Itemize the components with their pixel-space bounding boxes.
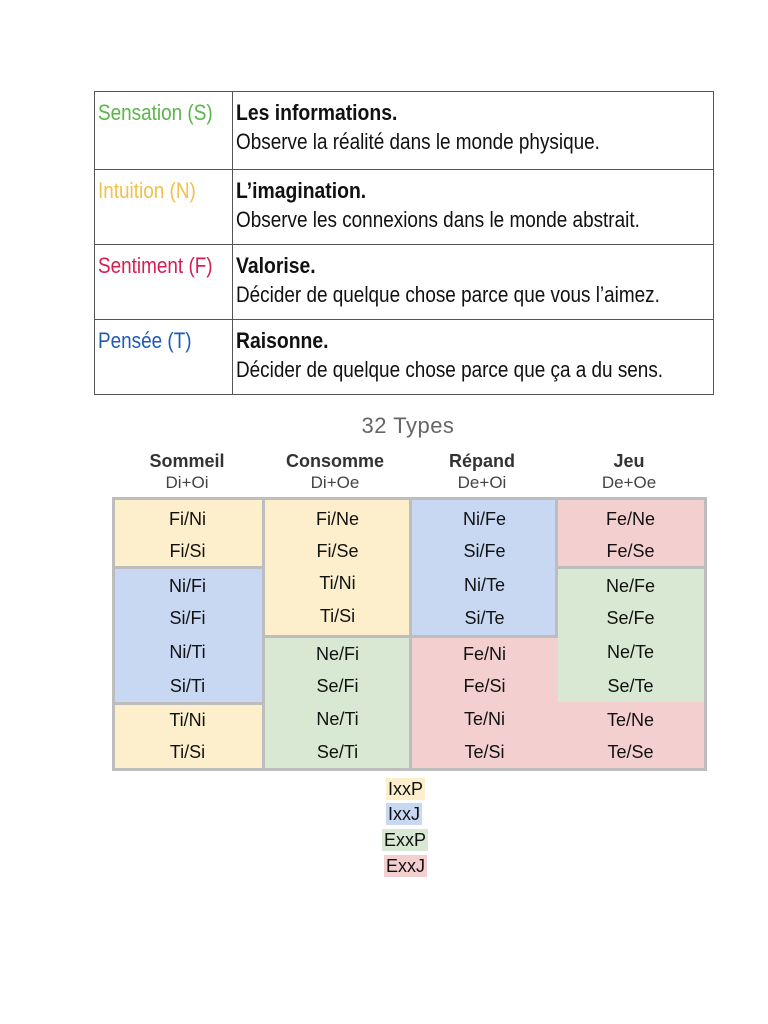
function-text: Observe les connexions dans le monde abstrait.: [236, 207, 640, 232]
function-text: Observe la réalité dans le monde physique.: [236, 129, 600, 154]
column-header-jeu: [554, 451, 704, 493]
type-cell: Te/Ne: [606, 710, 655, 730]
function-description: [233, 92, 714, 170]
type-cell: Te/Se: [607, 742, 654, 762]
function-title: Raisonne.: [236, 328, 329, 353]
type-cell: Ni/Fi: [169, 576, 206, 596]
type-cell: Ne/Te: [606, 642, 655, 662]
type-cell: Ne/Fi: [315, 644, 359, 664]
type-cell: Fi/Ne: [315, 509, 359, 529]
type-cell: Si/Fe: [463, 541, 506, 561]
types-title: 32 Types: [361, 413, 455, 438]
type-cell: Fi/Se: [316, 541, 359, 561]
type-cell: Te/Si: [464, 742, 505, 762]
legend-ixxp: IxxP: [388, 779, 424, 799]
type-cell: Se/Ti: [316, 742, 359, 762]
function-row-sensation: [95, 92, 714, 170]
type-cell: Ti/Si: [319, 606, 356, 626]
type-cell: Si/Te: [464, 608, 505, 628]
column-name: Sommeil: [149, 451, 225, 471]
function-name: Sensation (S): [95, 92, 233, 170]
column-header-sommeil: [112, 451, 262, 493]
function-description: [233, 320, 714, 395]
type-cell: Fi/Ni: [169, 509, 206, 529]
type-cell: Ni/Te: [463, 575, 505, 595]
type-cell: Fe/Si: [463, 676, 506, 696]
type-cell: Fi/Si: [169, 541, 206, 561]
legend-exxj: ExxJ: [386, 856, 426, 876]
type-cell: Ti/Ni: [319, 573, 356, 593]
function-description: [233, 245, 714, 320]
function-description: [233, 170, 714, 245]
type-cell: Ne/Ti: [316, 709, 359, 729]
function-title: Les informations.: [236, 100, 398, 125]
column-name: Consomme: [285, 451, 384, 471]
type-cell: Se/Te: [607, 676, 654, 696]
type-cell: Ti/Si: [169, 742, 206, 762]
function-row-intuition: [95, 170, 714, 245]
type-cell: Ne/Fe: [605, 576, 656, 596]
type-cell: Fe/Ni: [462, 644, 506, 664]
legend-ixxj: IxxJ: [388, 804, 421, 824]
column-header-repand: [407, 451, 557, 493]
type-cell: Fe/Ne: [605, 509, 656, 529]
function-name: Pensée (T): [95, 320, 233, 395]
legend-exxp: ExxP: [384, 830, 427, 850]
function-text: Décider de quelque chose parce que ça a du sens.: [236, 357, 664, 382]
function-title: Valorise.: [236, 253, 316, 278]
function-name: Intuition (N): [95, 170, 233, 245]
column-name: Jeu: [613, 451, 645, 471]
function-text: Décider de quelque chose parce que vous l’aimez.: [236, 282, 660, 307]
column-header-consomme: [260, 451, 410, 493]
column-sub: Di+Oe: [310, 473, 360, 492]
column-name: Répand: [448, 451, 515, 471]
type-cell: Se/Fi: [316, 676, 359, 696]
function-row-sentiment: [95, 245, 714, 320]
type-cell: Fe/Se: [606, 541, 655, 561]
types-grid: [112, 497, 707, 771]
type-cell: Ti/Ni: [169, 710, 206, 730]
type-cell: Si/Ti: [169, 676, 206, 696]
column-sub: Di+Oi: [165, 473, 209, 492]
column-sub: De+Oi: [457, 473, 507, 492]
type-cell: Si/Fi: [169, 608, 206, 628]
type-cell: Se/Fe: [606, 608, 655, 628]
function-name: Sentiment (F): [95, 245, 233, 320]
type-cell: Ni/Fe: [462, 509, 506, 529]
function-title: L’imagination.: [236, 178, 367, 203]
type-cell: Te/Ni: [463, 709, 505, 729]
type-cell: Ni/Ti: [169, 642, 206, 662]
functions-table: [94, 91, 714, 395]
function-row-pensee: [95, 320, 714, 395]
column-sub: De+Oe: [601, 473, 657, 492]
